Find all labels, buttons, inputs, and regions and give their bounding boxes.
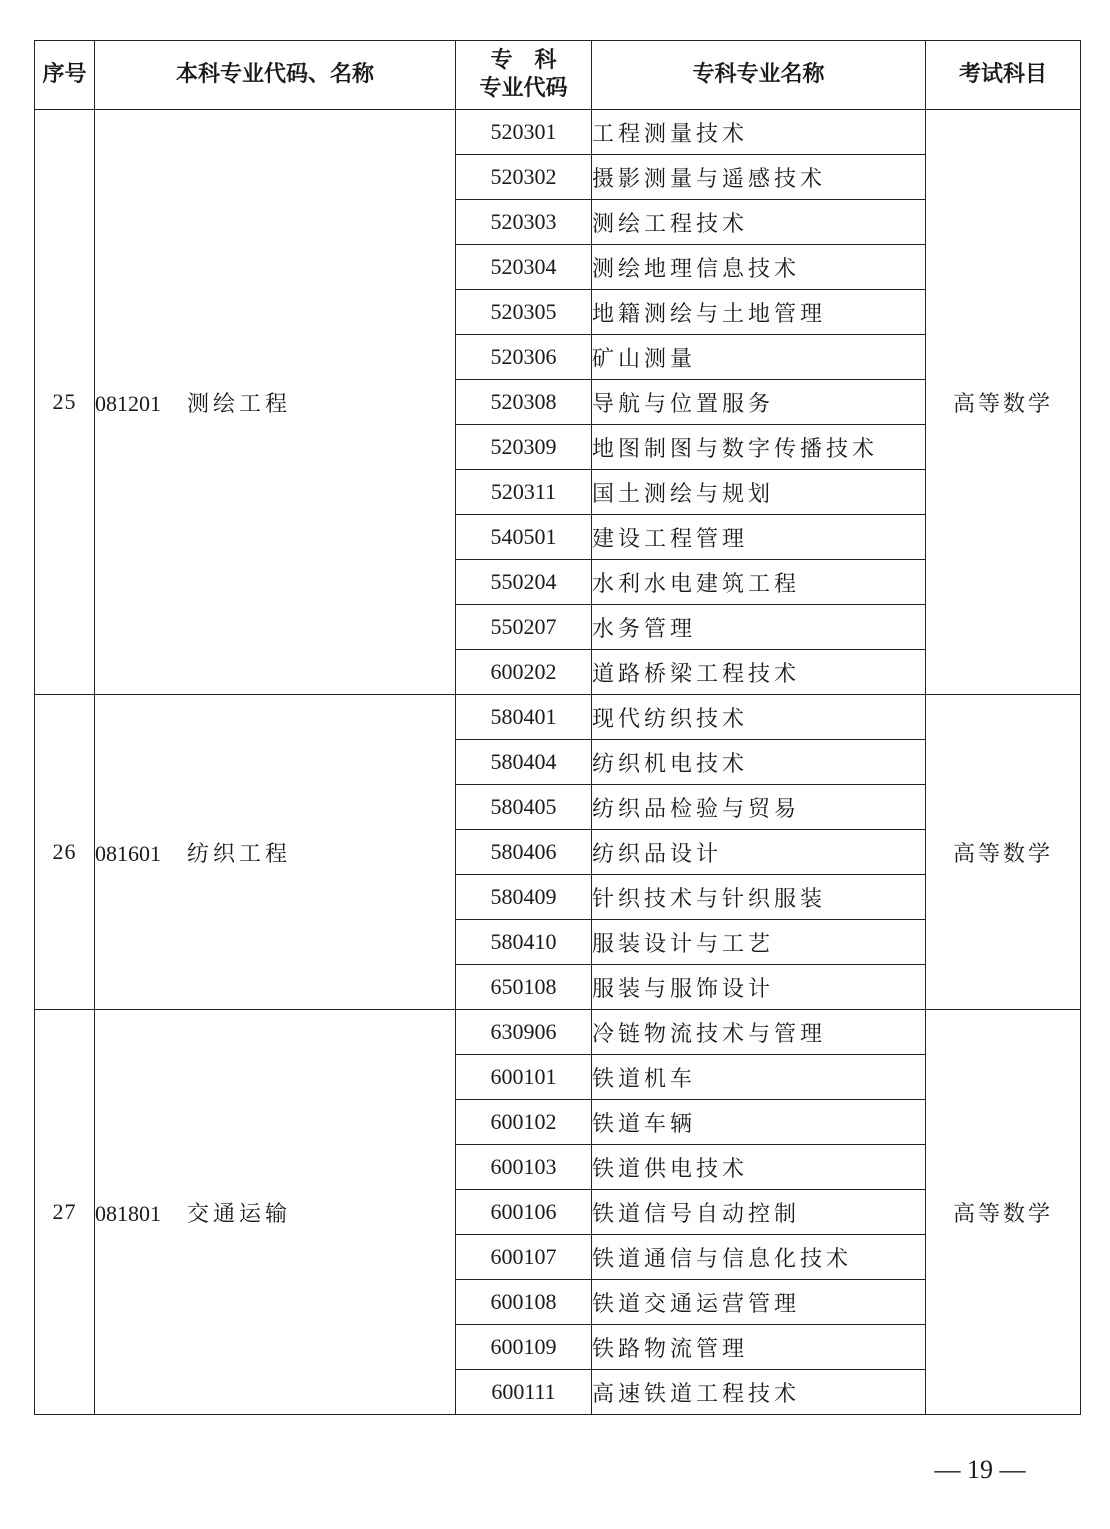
- major-code: 520306: [456, 335, 592, 380]
- major-name: 铁道交通运营管理: [592, 1280, 926, 1325]
- bachelor-cell: [95, 695, 456, 1010]
- bachelor-cell: [95, 1010, 456, 1415]
- exam-subject: 高等数学: [926, 110, 1081, 695]
- major-code: 580404: [456, 740, 592, 785]
- major-name: 铁道供电技术: [592, 1145, 926, 1190]
- major-code: 520303: [456, 200, 592, 245]
- major-name: 高速铁道工程技术: [592, 1370, 926, 1415]
- major-name: 摄影测量与遥感技术: [592, 155, 926, 200]
- major-code: 600108: [456, 1280, 592, 1325]
- major-code: 520304: [456, 245, 592, 290]
- major-code: 520309: [456, 425, 592, 470]
- major-name: 道路桥梁工程技术: [592, 650, 926, 695]
- seq-cell: 26: [35, 695, 95, 1010]
- major-code: 600109: [456, 1325, 592, 1370]
- bachelor-name: 交通运输: [187, 1201, 292, 1227]
- major-name: 铁道通信与信息化技术: [592, 1235, 926, 1280]
- major-name: 地图制图与数字传播技术: [592, 425, 926, 470]
- header-seq: 序号: [35, 41, 95, 110]
- major-name: 铁道机车: [592, 1055, 926, 1100]
- seq-cell: 25: [35, 110, 95, 695]
- major-name: 水利水电建筑工程: [592, 560, 926, 605]
- header-code-line1: 专 科: [490, 48, 557, 73]
- major-code: 520302: [456, 155, 592, 200]
- major-name: 建设工程管理: [592, 515, 926, 560]
- header-code-line2: 专业代码: [479, 76, 568, 101]
- major-name: 冷链物流技术与管理: [592, 1010, 926, 1055]
- seq-cell: 27: [35, 1010, 95, 1415]
- header-bachelor: 本科专业代码、名称: [95, 41, 456, 110]
- major-name: 测绘地理信息技术: [592, 245, 926, 290]
- major-name: 纺织品检验与贸易: [592, 785, 926, 830]
- header-name: 专科专业名称: [592, 41, 926, 110]
- major-code: 580409: [456, 875, 592, 920]
- major-name: 服装设计与工艺: [592, 920, 926, 965]
- major-name: 铁道车辆: [592, 1100, 926, 1145]
- major-code: 550207: [456, 605, 592, 650]
- header-code: [456, 41, 592, 110]
- major-code: 600101: [456, 1055, 592, 1100]
- major-code: 520308: [456, 380, 592, 425]
- major-code: 600202: [456, 650, 592, 695]
- major-code: 520301: [456, 110, 592, 155]
- major-name: 纺织品设计: [592, 830, 926, 875]
- bachelor-code: 081201: [95, 390, 161, 416]
- exam-subject: 高等数学: [926, 695, 1081, 1010]
- page-number: — 19 —: [934, 1455, 1026, 1484]
- exam-subject: 高等数学: [926, 1010, 1081, 1415]
- table-body: [35, 110, 1081, 1415]
- major-code: 600106: [456, 1190, 592, 1235]
- major-code: 600102: [456, 1100, 592, 1145]
- major-code: 520311: [456, 470, 592, 515]
- table-row: [35, 1010, 1081, 1055]
- major-name: 针织技术与针织服装: [592, 875, 926, 920]
- major-name: 铁路物流管理: [592, 1325, 926, 1370]
- major-code: 580401: [456, 695, 592, 740]
- major-code: 580405: [456, 785, 592, 830]
- header-row: [35, 41, 1081, 110]
- major-table: [34, 40, 1081, 1415]
- bachelor-code: 081601: [95, 840, 161, 866]
- major-code: 600111: [456, 1370, 592, 1415]
- major-name: 铁道信号自动控制: [592, 1190, 926, 1235]
- major-name: 纺织机电技术: [592, 740, 926, 785]
- major-code: 540501: [456, 515, 592, 560]
- table-row: [35, 695, 1081, 740]
- major-code: 650108: [456, 965, 592, 1010]
- major-name: 国土测绘与规划: [592, 470, 926, 515]
- major-name: 现代纺织技术: [592, 695, 926, 740]
- major-code: 520305: [456, 290, 592, 335]
- major-code: 580410: [456, 920, 592, 965]
- header-subject: 考试科目: [926, 41, 1081, 110]
- bachelor-cell: [95, 110, 456, 695]
- major-code: 630906: [456, 1010, 592, 1055]
- bachelor-name: 测绘工程: [187, 391, 292, 417]
- major-code: 600103: [456, 1145, 592, 1190]
- major-name: 地籍测绘与土地管理: [592, 290, 926, 335]
- major-name: 服装与服饰设计: [592, 965, 926, 1010]
- major-name: 水务管理: [592, 605, 926, 650]
- bachelor-code: 081801: [95, 1200, 161, 1226]
- major-name: 工程测量技术: [592, 110, 926, 155]
- table-row: [35, 110, 1081, 155]
- major-code: 600107: [456, 1235, 592, 1280]
- major-name: 导航与位置服务: [592, 380, 926, 425]
- major-code: 580406: [456, 830, 592, 875]
- major-name: 矿山测量: [592, 335, 926, 380]
- major-name: 测绘工程技术: [592, 200, 926, 245]
- major-code: 550204: [456, 560, 592, 605]
- bachelor-name: 纺织工程: [187, 841, 292, 867]
